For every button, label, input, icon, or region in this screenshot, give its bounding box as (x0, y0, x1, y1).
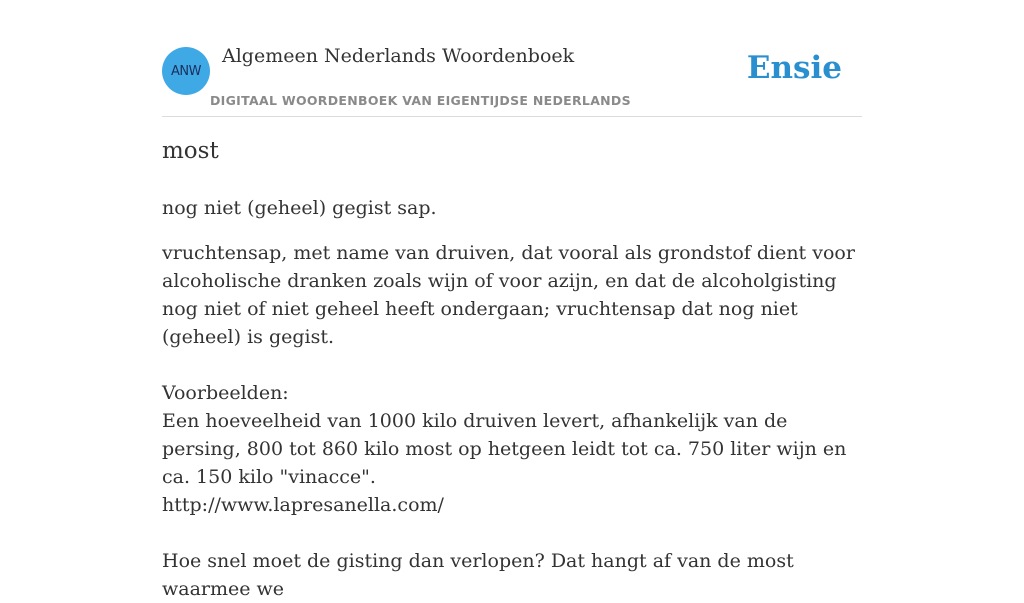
example-text: Een hoeveelheid van 1000 kilo druiven levert, afhankelijk van de persing, 800 tot 860 kilo most op hetgeen leidt tot ca. 750 liter wijn en ca. 150 kilo "vinacce". (162, 410, 847, 488)
example-text: Hoe snel moet de gisting dan verlopen? Dat hangt af van de most waarmee we (162, 550, 794, 600)
anw-logo[interactable] (162, 47, 210, 95)
examples-label: Voorbeelden: (162, 382, 289, 404)
short-definition: nog niet (geheel) gegist sap. (162, 197, 437, 219)
site-title[interactable]: Algemeen Nederlands Woordenboek (222, 45, 575, 67)
page-container (162, 0, 862, 600)
entry-body (162, 239, 862, 603)
site-header (162, 0, 862, 117)
site-subtitle: DIGITAAL WOORDENBOEK VAN EIGENTIJDSE NEDERLANDS (210, 93, 631, 108)
full-definition: vruchtensap, met name van druiven, dat vooral als grondstof dient voor alcoholische dranken zoals wijn of voor azijn, en dat de alcoholgisting nog niet of niet geheel heeft ondergaan; vruchtensap dat nog niet (geheel) is gegist. (162, 242, 855, 348)
entry-headword: most (162, 138, 219, 164)
anw-logo-text: ANW (171, 63, 201, 79)
example-source-link[interactable]: http://www.lapresanella.com/ (162, 494, 444, 516)
ensie-brand-link[interactable]: Ensie (746, 50, 842, 86)
